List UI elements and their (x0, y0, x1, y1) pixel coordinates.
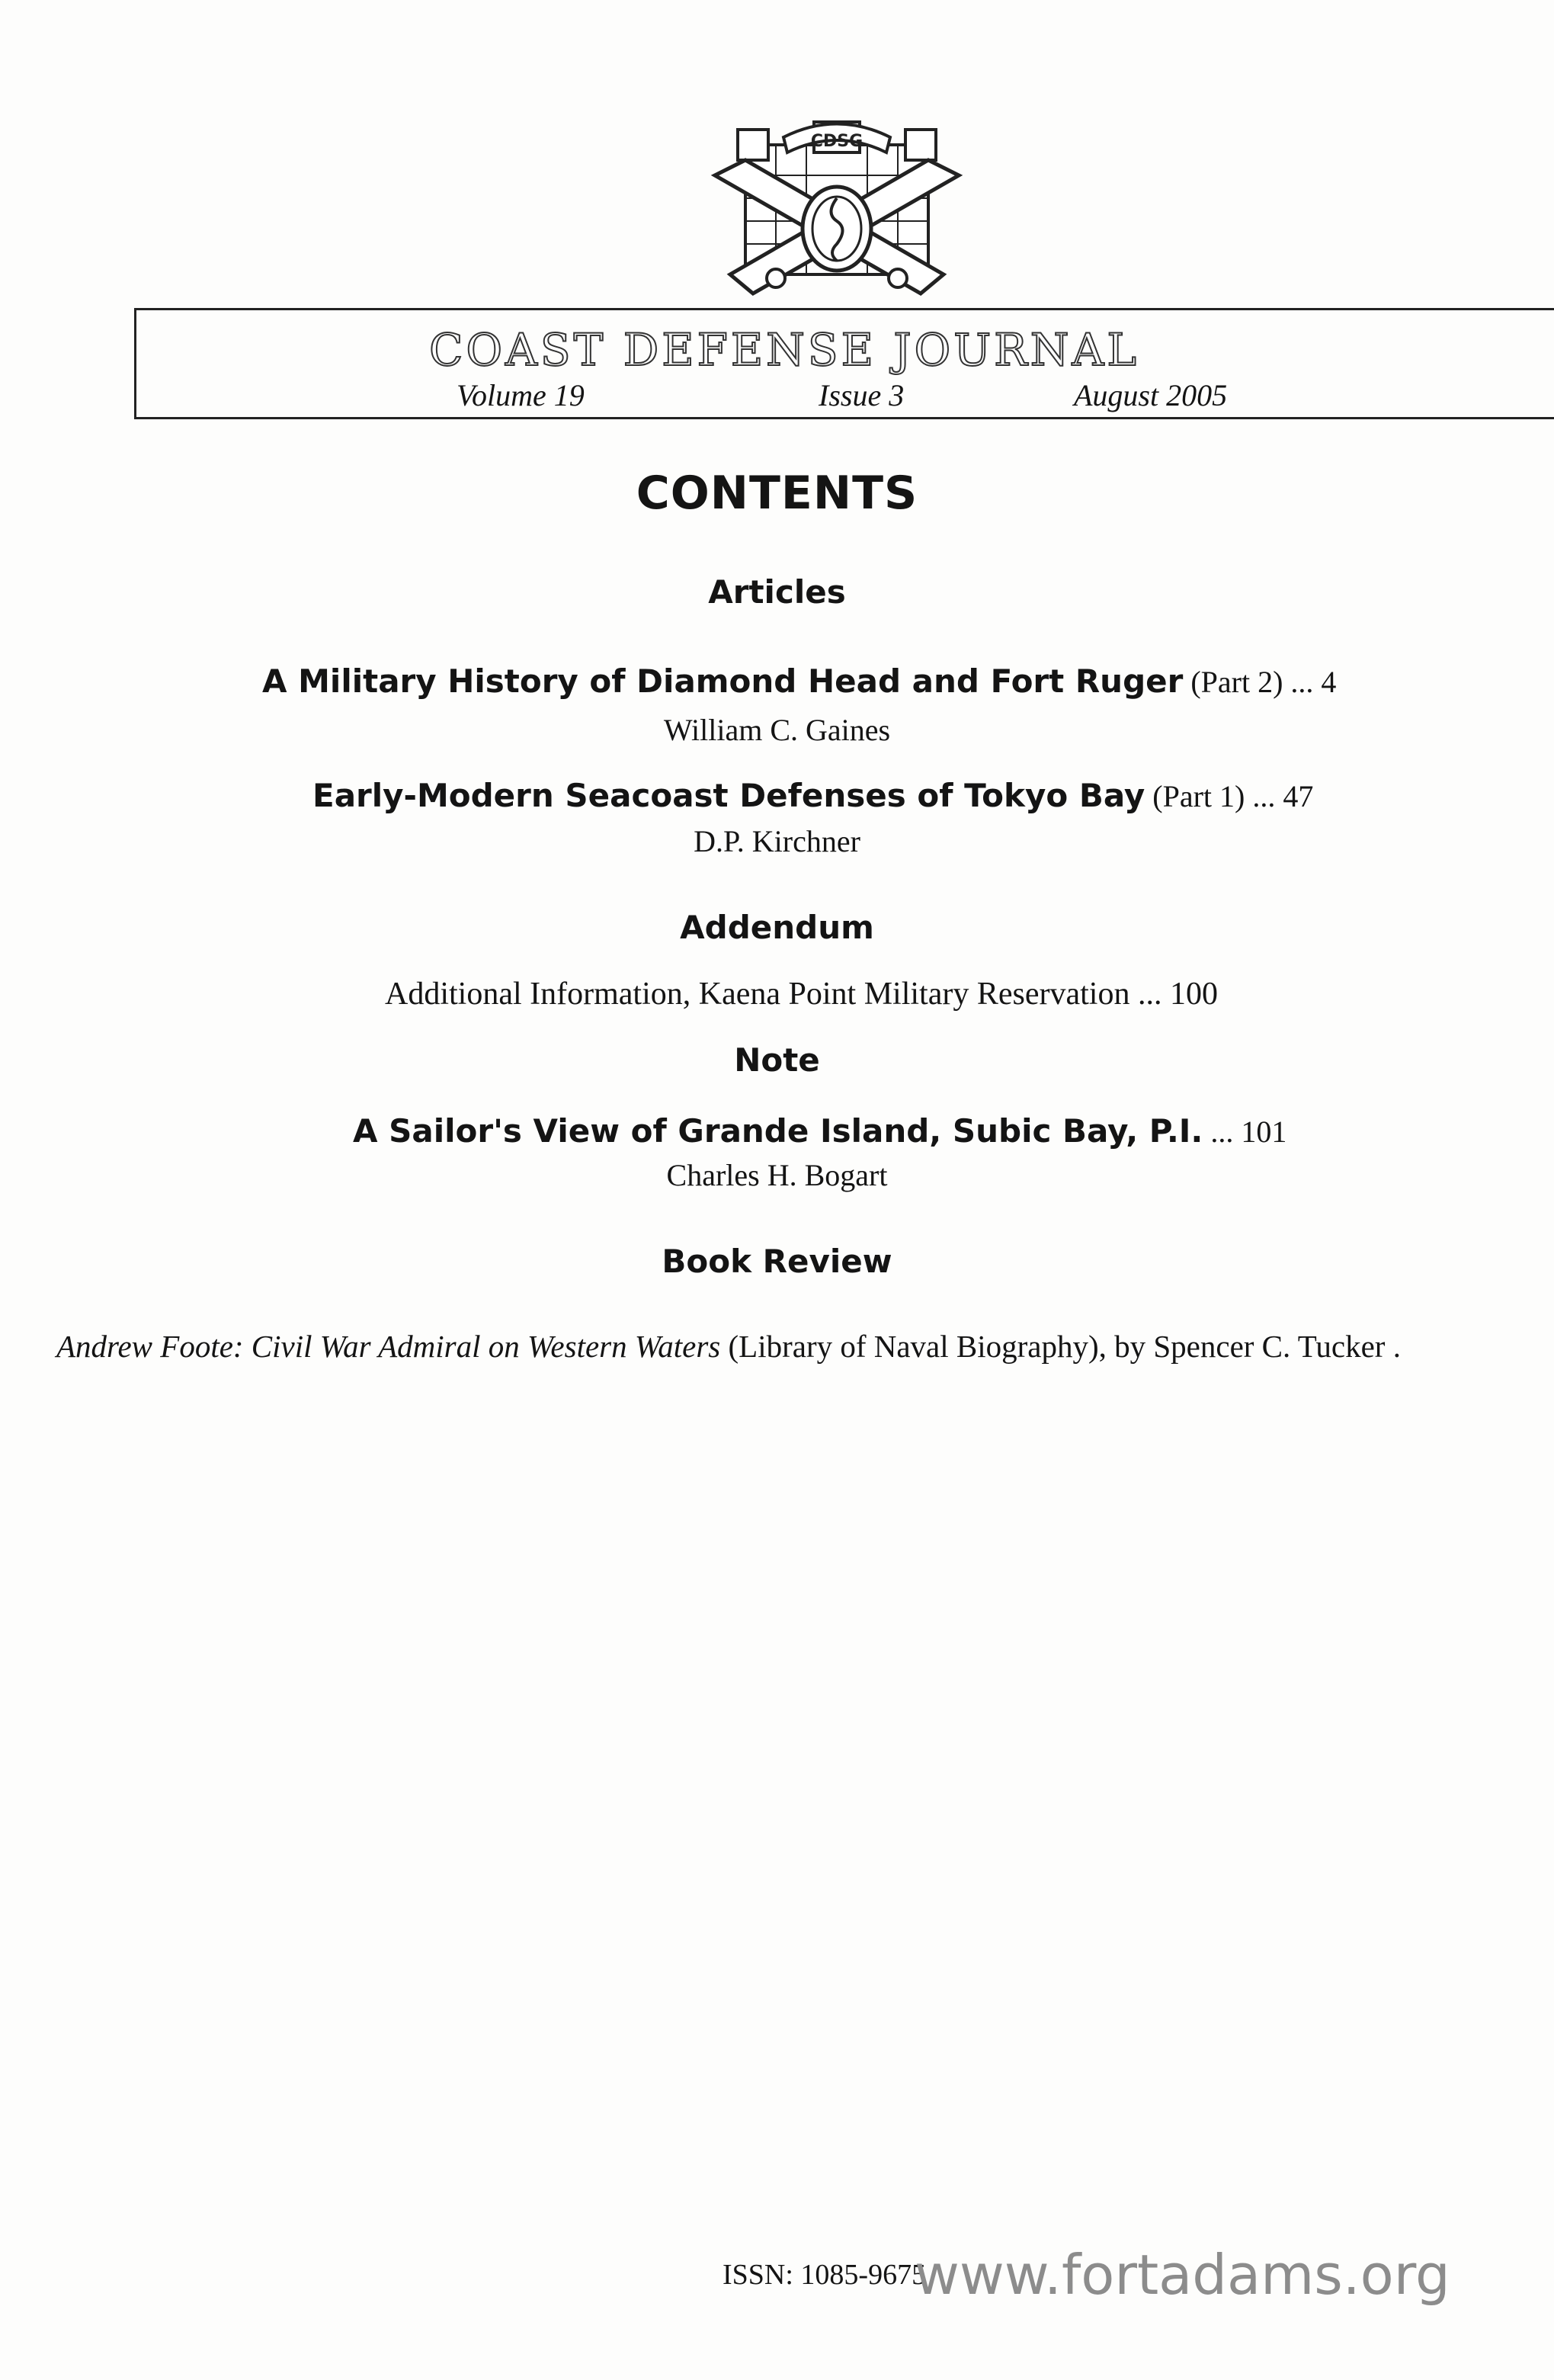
note-title: A Sailor's View of Grande Island, Subic Bay, P.I. (353, 1112, 1203, 1150)
issn-label: ISSN: 1085-9675 (723, 2259, 927, 2291)
contents-heading: CONTENTS (636, 467, 918, 520)
book-review-rest: (Library of Naval Biography), by Spencer C. Tucker . (720, 1329, 1401, 1364)
note-author: Charles H. Bogart (666, 1158, 888, 1192)
article-entry-tokyo-bay (312, 776, 1313, 815)
article-meta: (Part 1) ... 47 (1145, 779, 1314, 813)
book-review-title: Andrew Foote: Civil War Admiral on Western Waters (56, 1329, 721, 1364)
article-title: A Military History of Diamond Head and Fort Ruger (262, 662, 1184, 700)
article-meta: (Part 2) ... 4 (1183, 665, 1337, 699)
article-author: D.P. Kirchner (694, 824, 860, 858)
logo-text: CDSG (810, 132, 864, 151)
journal-header-box (134, 308, 1554, 419)
volume-label: Volume 19 (457, 378, 585, 412)
section-heading-note: Note (734, 1041, 820, 1079)
cdsg-logo-icon (692, 114, 982, 309)
date-label: August 2005 (1074, 378, 1228, 412)
journal-title: COAST DEFENSE JOURNAL (429, 324, 1139, 376)
section-heading-book-review: Book Review (662, 1243, 892, 1280)
article-entry-diamond-head (262, 662, 1336, 701)
watermark-url: www.fortadams.org (915, 2243, 1450, 2307)
article-title: Early-Modern Seacoast Defenses of Tokyo Bay (312, 777, 1145, 814)
note-meta: ... 101 (1203, 1115, 1287, 1149)
addendum-entry: Additional Information, Kaena Point Military Reservation ... 100 (385, 977, 1218, 1012)
section-heading-addendum: Addendum (680, 909, 874, 946)
section-heading-articles: Articles (708, 573, 846, 611)
article-author: William C. Gaines (663, 713, 891, 747)
book-review-entry (56, 1328, 1401, 1365)
issue-label: Issue 3 (819, 378, 905, 412)
note-entry-grande-island (353, 1111, 1286, 1150)
